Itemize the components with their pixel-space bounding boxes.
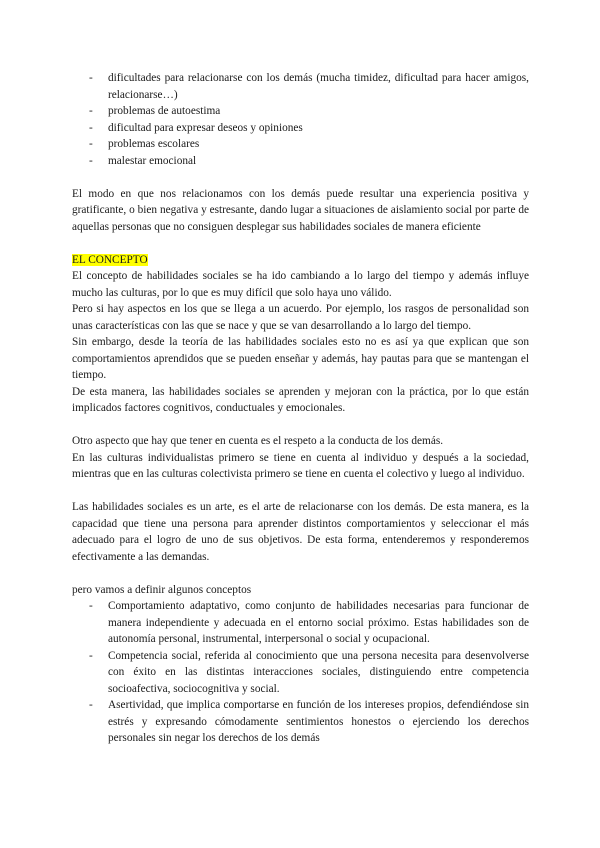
list-item: - Competencia social, referida al conocimiento que una persona necesita para desenvolverse con éxito en las distintas interacciones sociales, distinguiendo entre competencia socioafectiva, sociocognitiva y social. <box>72 648 529 698</box>
list-item: - dificultad para expresar deseos y opiniones <box>72 120 529 137</box>
concept-paragraph: De esta manera, las habilidades sociales se aprenden y mejoran con la práctica, por lo que están implicados factores cognitivos, conductuales y emocionales. <box>72 385 529 414</box>
culture-paragraph: Otro aspecto que hay que tener en cuenta es el respeto a la conducta de los demás. <box>72 435 444 447</box>
section-heading-row <box>72 252 529 269</box>
list-item: - problemas escolares <box>72 136 529 153</box>
definitions-list <box>72 598 529 747</box>
list-item: - problemas de autoestima <box>72 103 529 120</box>
list-item: - Comportamiento adaptativo, como conjunto de habilidades necesarias para funcionar de manera independiente y adecuada en el entorno social próximo. Estas habilidades son de autonomía personal, instrumental, interpersonal o social y ocupacional. <box>72 598 529 648</box>
art-paragraph: Las habilidades sociales es un arte, es el arte de relacionarse con los demás. De esta manera, es la capacidad que tiene una persona para aprender distintos comportamientos y seleccionar el más adecuado para el logro de uno de sus objetivos. De esta forma, entenderemos y responderemos efectivamente a las demandas. <box>72 501 529 563</box>
difficulties-list <box>72 70 529 169</box>
definitions-intro: pero vamos a definir algunos conceptos <box>72 583 252 596</box>
list-item: - Asertividad, que implica comportarse en función de los intereses propios, defendiéndose sin estrés y expresando cómodamente sentimientos honestos o ejerciendo los derechos personales sin negar los derechos de los demás <box>72 697 529 747</box>
list-item: - malestar emocional <box>72 153 529 170</box>
culture-paragraph: En las culturas individualistas primero se tiene en cuenta al individuo y después a la sociedad, mientras que en las culturas colectivista primero se tiene en cuenta el colectivo y luego al individuo. <box>72 451 529 480</box>
section-heading: EL CONCEPTO <box>72 253 148 266</box>
list-item: - dificultades para relacionarse con los demás (mucha timidez, dificultad para hacer amigos, relacionarse…) <box>72 70 529 103</box>
concept-paragraph: El concepto de habilidades sociales se ha ido cambiando a lo largo del tiempo y además influye mucho las culturas, por lo que es muy difícil que solo haya uno válido. <box>72 270 529 299</box>
document-page <box>72 70 529 747</box>
intro-paragraph: El modo en que nos relacionamos con los demás puede resultar una experiencia positiva y gratificante, o bien negativa y estresante, dando lugar a situaciones de aislamiento social por parte de aquellas personas que no consiguen desplegar sus habilidades sociales de manera eficiente <box>72 187 529 233</box>
concept-paragraph: Sin embargo, desde la teoría de las habilidades sociales esto no es así ya que explican que son comportamientos aprendidos que se pueden enseñar y además, hay pautas para que se mantengan el tiempo. <box>72 336 529 381</box>
concept-paragraph: Pero si hay aspectos en los que se llega a un acuerdo. Por ejemplo, los rasgos de personalidad son unas características con las que se nace y que se van desarrollando a lo largo del tiempo. <box>72 303 529 332</box>
